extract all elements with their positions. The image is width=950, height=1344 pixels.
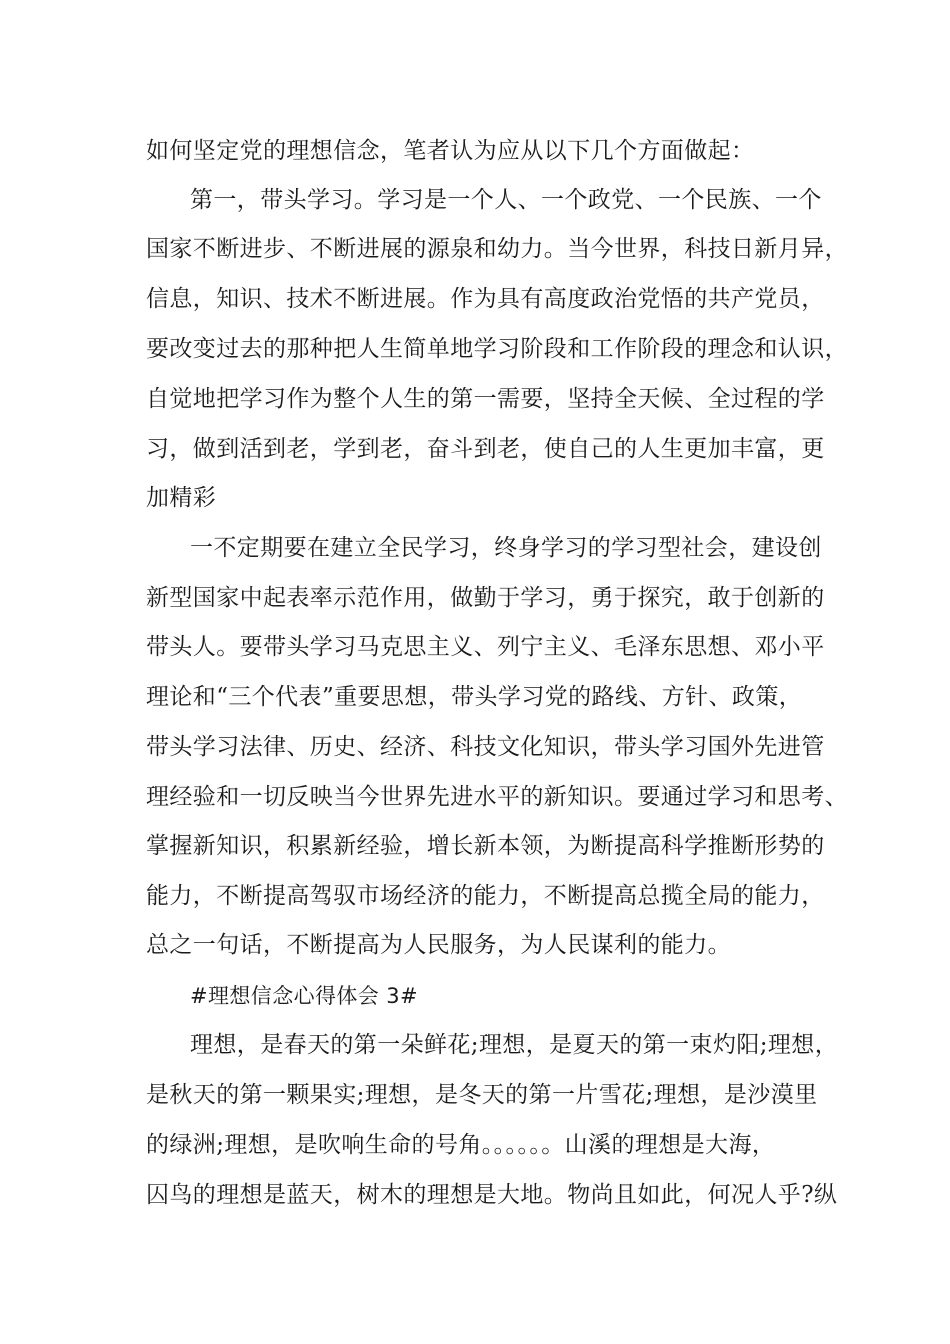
text-line: 理经验和一切反映当今世界先进水平的新知识。要通过学习和思考、 — [146, 784, 848, 810]
text-line: 理论和“三个代表”重要思想，带头学习党的路线、方针、政策， — [146, 684, 803, 710]
text-line: 信息，知识、技术不断进展。作为具有高度政治党悟的共产党员， — [146, 286, 825, 312]
text-line: 掌握新知识，积累新经验，增长新本领，为断提高科学推断形势的 — [146, 833, 825, 859]
text-line: 加精彩 — [146, 485, 217, 511]
text-line: 的绿洲;理想，是吹响生命的号角。。。。。。山溪的理想是大海， — [146, 1132, 776, 1158]
paragraph-first-line: 一不定期要在建立全民学习，终身学习的学习型社会，建设创 — [190, 535, 822, 561]
section-heading: #理想信念心得体会 3# — [190, 984, 419, 1008]
text-line: 是秋天的第一颗果实;理想，是冬天的第一片雪花;理想，是沙漠里 — [146, 1082, 818, 1108]
text-line: 习，做到活到老，学到老，奋斗到老，使自己的人生更加丰富，更 — [146, 436, 825, 462]
text-line: 能力，不断提高驾驭市场经济的能力，不断提高总揽全局的能力， — [146, 883, 825, 909]
text-line: 如何坚定党的理想信念，笔者认为应从以下几个方面做起： — [146, 138, 755, 164]
text-line: 要改变过去的那种把人生简单地学习阶段和工作阶段的理念和认识， — [146, 336, 848, 362]
text-line: 总之一句话，不断提高为人民服务，为人民谋利的能力。 — [146, 932, 731, 958]
paragraph-first-line: 理想，是春天的第一朵鲜花;理想，是夏天的第一束灼阳;理想， — [190, 1032, 839, 1058]
text-line: 国家不断进步、不断进展的源泉和幼力。当今世界，科技日新月异， — [146, 236, 848, 262]
text-line: 囚鸟的理想是蓝天，树木的理想是大地。物尚且如此，何况人乎?纵 — [146, 1182, 838, 1208]
text-line: 自觉地把学习作为整个人生的第一需要，坚持全天候、全过程的学 — [146, 386, 825, 412]
paragraph-first-line: 第一，带头学习。学习是一个人、一个政党、一个民族、一个 — [190, 187, 822, 213]
text-line: 带头学习法律、历史、经济、科技文化知识，带头学习国外先进管 — [146, 734, 825, 760]
text-line: 带头人。要带头学习马克思主义、列宁主义、毛泽东思想、邓小平 — [146, 634, 825, 660]
text-line: 新型国家中起表率示范作用，做勤于学习，勇于探究，敢于创新的 — [146, 585, 825, 611]
